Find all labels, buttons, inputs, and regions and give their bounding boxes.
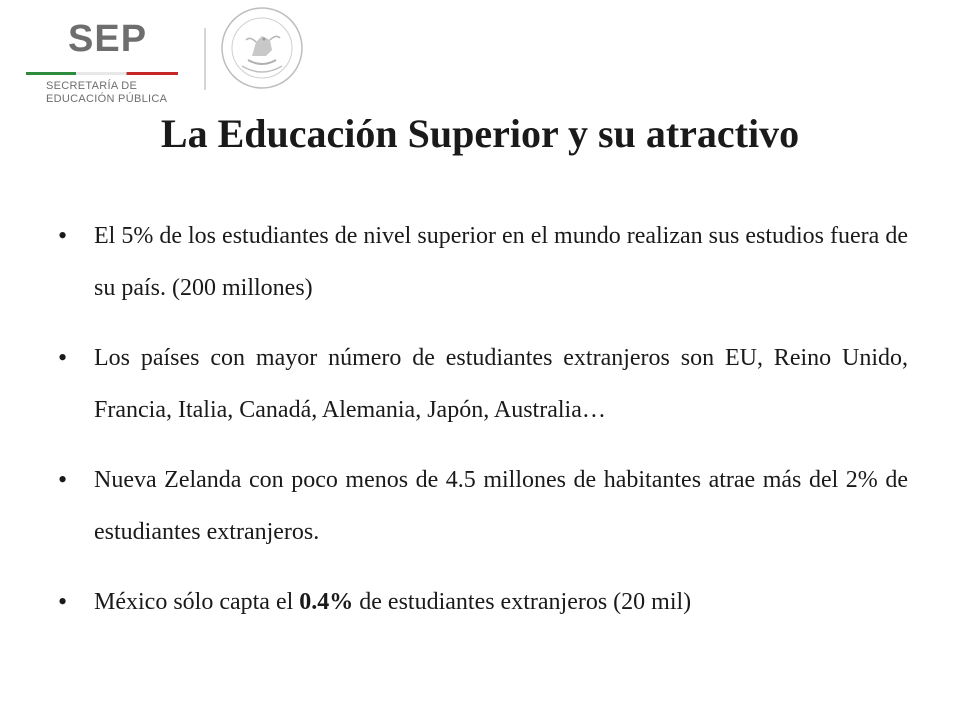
bullet-marker: • — [58, 221, 68, 250]
list-item — [58, 454, 908, 558]
bullet-text — [94, 576, 908, 628]
bullet-text: El 5% de los estudiantes de nivel superior en el mundo realizan sus estudios fuera de su país. (200 millones) — [94, 223, 908, 301]
list-item — [58, 576, 908, 628]
bullet-list — [58, 210, 908, 646]
bullet-marker: • — [58, 587, 68, 616]
bullet-marker: • — [58, 465, 68, 494]
bullet-text-bold: 0.4% — [299, 589, 354, 615]
sep-logo-tricolor-line — [26, 72, 178, 75]
sep-logo-text: SEP — [68, 18, 148, 60]
sep-logo-sub-line1: SECRETARÍA DE — [46, 80, 138, 92]
sep-logo-sub-line2: EDUCACIÓN PÚBLICA — [46, 93, 168, 105]
bullet-text: Nueva Zelanda con poco menos de 4.5 millones de habitantes atrae más del 2% de estudiantes extranjeros. — [94, 467, 908, 545]
mexican-coat-of-arms-icon — [220, 6, 304, 90]
slide-title: La Educación Superior y su atractivo — [160, 111, 800, 156]
bullet-text-before: México sólo capta el — [94, 589, 300, 615]
sep-logo — [22, 18, 182, 108]
header-divider — [204, 28, 206, 90]
sep-logo-subtitle — [46, 80, 182, 106]
list-item — [58, 210, 908, 314]
bullet-marker: • — [58, 343, 68, 372]
bullet-text-after: de estudiantes extranjeros (20 mil) — [353, 589, 692, 615]
list-item — [58, 332, 908, 436]
bullet-text: Los países con mayor número de estudiantes extranjeros son EU, Reino Unido, Francia, Italia, Canadá, Alemania, Japón, Australia… — [94, 345, 908, 423]
